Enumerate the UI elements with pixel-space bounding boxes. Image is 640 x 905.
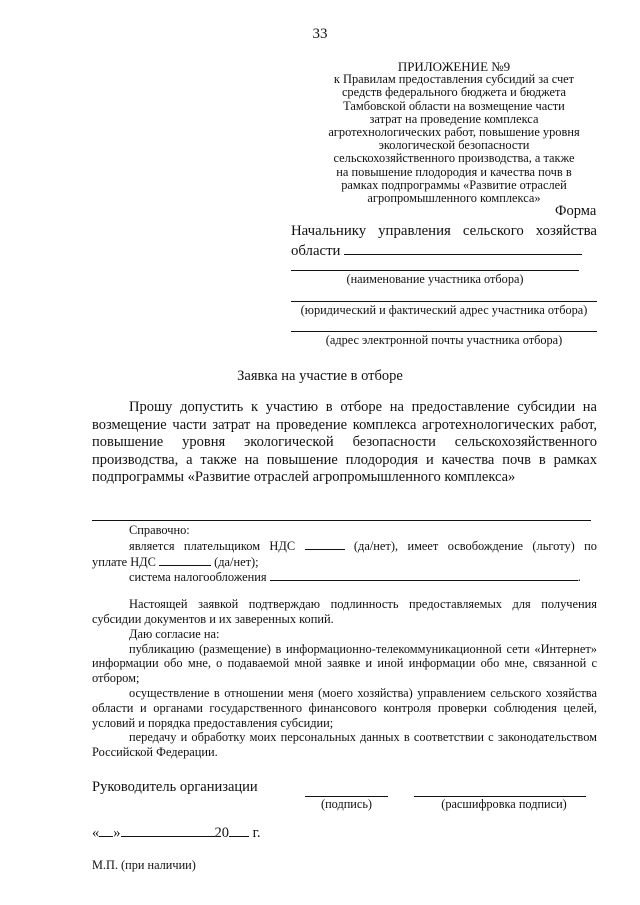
date-quote-close: »	[113, 825, 121, 841]
participant-name-line	[291, 270, 579, 271]
addressee-region-label: области	[291, 243, 341, 259]
consent-label: Даю согласие на:	[129, 626, 220, 641]
tax-system-text: система налогообложения	[129, 570, 267, 585]
page-number: 33	[312, 26, 328, 42]
confirmation-text: Настоящей заявкой подтверждаю подлинность предоставляемых для получения субсидии документов и их заверенных копий.	[92, 597, 597, 626]
appendix-line: затрат на проведение комплекса	[369, 111, 539, 126]
tax-system-blank	[270, 569, 578, 581]
date-line	[92, 822, 261, 842]
appendix-line: сельскохозяйственного производства, а также	[333, 151, 575, 166]
appendix-line: средств федерального бюджета и бюджета	[341, 85, 567, 100]
month-blank	[121, 822, 215, 837]
consent-item: публикацию (размещение) в информационно-телекоммуникационной сети «Интернет» информации обо мне, о подаваемой мной заявке и иной информации обо мне, связанной с отбором;	[92, 641, 597, 686]
appendix-title: ПРИЛОЖЕНИЕ №9	[397, 59, 511, 74]
addressee-line-1: Начальнику управления сельского хозяйства	[291, 223, 597, 239]
tax-system-line: система налогообложения .	[129, 570, 581, 585]
vat-line-2	[92, 554, 597, 570]
consent-item: осуществление в отношении меня (моего хозяйства) управлением сельского хозяйства области и органами государственного финансового контроля проверки соблюдения целей, условий и порядка предоставления субсидии;	[92, 685, 597, 730]
reference-label: Справочно:	[129, 523, 190, 537]
appendix-block	[320, 60, 588, 205]
email-line	[291, 331, 597, 332]
reference-block	[92, 523, 597, 760]
vat-payment-yesno: (да/нет);	[214, 554, 259, 569]
vat-payer-blank	[305, 538, 345, 550]
vat-exemption-text: (да/нет), имеет освобождение (льготу) по	[353, 538, 597, 553]
address-caption: (юридический и фактический адрес участника отбора)	[300, 303, 588, 317]
year-prefix: 20	[214, 825, 229, 841]
appendix-line: экологической безопасности	[378, 138, 530, 153]
addressee-line-2	[291, 240, 582, 260]
address-line	[291, 301, 597, 302]
form-label: Форма	[555, 203, 597, 219]
vat-payment-text: уплате НДС	[92, 554, 156, 569]
year-blank	[229, 822, 249, 837]
vat-payer-text: является плательщиком НДС	[129, 538, 296, 553]
year-suffix: г.	[252, 825, 261, 841]
stamp-placeholder: М.П. (при наличии)	[92, 858, 196, 872]
signature-caption: (подпись)	[320, 797, 373, 811]
participant-name-caption: (наименование участника отбора)	[346, 272, 524, 286]
appendix-line: рамках подпрограммы «Развитие отраслей	[341, 177, 567, 192]
request-paragraph	[92, 399, 597, 487]
appendix-line: на повышение плодородия и качества почв в	[336, 164, 572, 179]
email-caption: (адрес электронной почты участника отбора)	[325, 333, 563, 347]
signature-label: Руководитель организации	[92, 779, 258, 795]
appendix-line: Тамбовской области на возмещение части	[343, 98, 565, 113]
request-text: Прошу допустить к участию в отборе на предоставление субсидии на возмещение части затрат на проведение комплекса агротехнологических работ, повышение уровня экологической безопасности сельскохозяйственного производства, а также на повышение плодородия и качества почв в рамках подпрограммы «Развитие отраслей агропромышленного комплекса»	[92, 399, 597, 486]
region-blank-line	[344, 240, 582, 255]
request-blank-line	[92, 520, 591, 521]
appendix-line: агротехнологических работ, повышение уровня	[328, 125, 580, 140]
appendix-line: к Правилам предоставления субсидий за счет	[333, 72, 575, 87]
application-heading: Заявка на участие в отборе	[237, 368, 403, 384]
day-blank	[99, 822, 113, 837]
vat-line	[92, 538, 597, 554]
vat-payment-blank	[159, 554, 211, 566]
date-quote-open: «	[92, 825, 100, 841]
appendix-line: агропромышленного комплекса»	[367, 191, 541, 206]
consent-item: передачу и обработку моих персональных данных в соответствии с законодательством Российской Федерации.	[92, 730, 597, 760]
signature-decode-caption: (расшифровка подписи)	[441, 797, 567, 811]
